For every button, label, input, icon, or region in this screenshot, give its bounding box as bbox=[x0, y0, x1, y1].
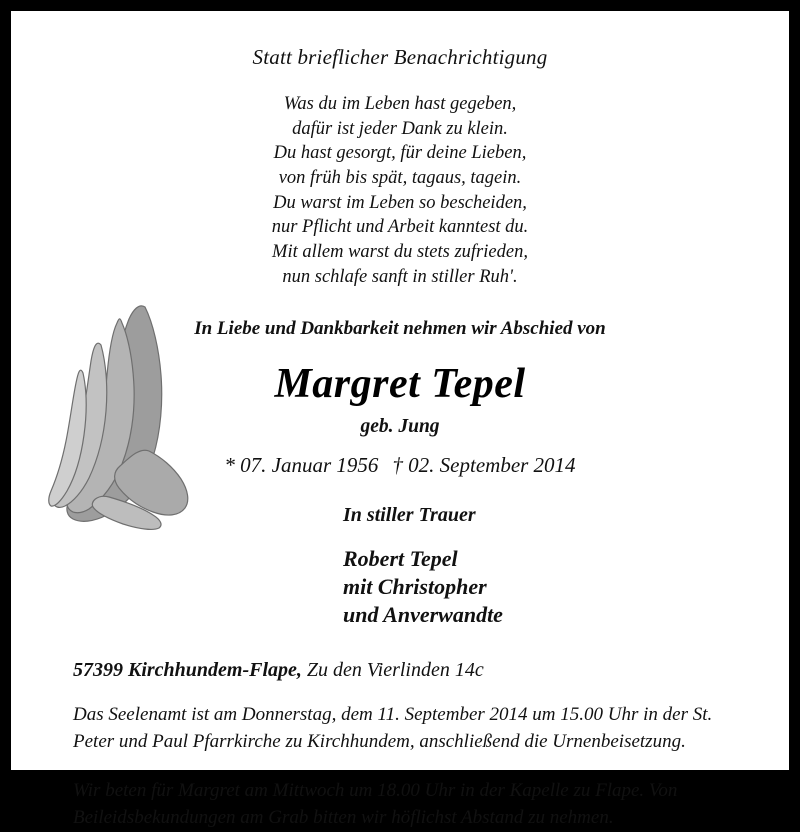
death-date: † 02. September 2014 bbox=[392, 452, 576, 477]
poem bbox=[41, 92, 759, 290]
mourning-title: In stiller Trauer bbox=[343, 503, 476, 526]
maiden-name: geb. Jung bbox=[360, 415, 440, 437]
obituary-notice bbox=[11, 11, 789, 828]
notice-content bbox=[11, 11, 789, 828]
poem-line: Mit allem warst du stets zufrieden, bbox=[272, 242, 528, 263]
poem-line: dafür ist jeder Dank zu klein. bbox=[292, 118, 508, 139]
birth-date: * 07. Januar 1956 bbox=[224, 452, 379, 477]
poem-line: Du warst im Leben so bescheiden, bbox=[273, 192, 527, 213]
poem-line: von früh bis spät, tagaus, tagein. bbox=[278, 168, 522, 189]
address-city: 57399 Kirchhundem-Flape, bbox=[73, 658, 302, 681]
prayer-info: Wir beten für Margret am Mittwoch um 18.00 Uhr in der Kapelle zu Flape. Von Beileidsbekundungen am Grab bitten wir höflichst Abstand zu nehmen. bbox=[73, 779, 678, 828]
poem-line: nun schlafe sanft in stiller Ruh'. bbox=[282, 266, 518, 287]
address-street: Zu den Vierlinden 14c bbox=[301, 658, 484, 681]
poem-line: Was du im Leben hast gegeben, bbox=[283, 94, 517, 114]
mourners-block bbox=[41, 504, 759, 629]
address-line bbox=[41, 659, 759, 682]
poem-line: Du hast gesorgt, für deine Lieben, bbox=[273, 143, 527, 164]
deceased-name: Margret Tepel bbox=[274, 360, 526, 407]
mourner-name: mit Christopher bbox=[343, 573, 487, 599]
dedication-text: In Liebe und Dankbarkeit nehmen wir Abschied von bbox=[194, 317, 606, 339]
life-dates bbox=[41, 453, 759, 478]
mourner-name: Robert Tepel bbox=[343, 545, 458, 571]
poem-line: nur Pflicht und Arbeit kanntest du. bbox=[271, 217, 529, 238]
mourner-name: und Anverwandte bbox=[343, 601, 503, 627]
page-title: Statt brieflicher Benachrichtigung bbox=[252, 45, 548, 69]
service-info: Das Seelenamt ist am Donnerstag, dem 11. September 2014 um 15.00 Uhr in der St. Peter und Paul Pfarrkirche zu Kirchhundem, anschließend die Urnenbeisetzung. bbox=[73, 703, 713, 752]
